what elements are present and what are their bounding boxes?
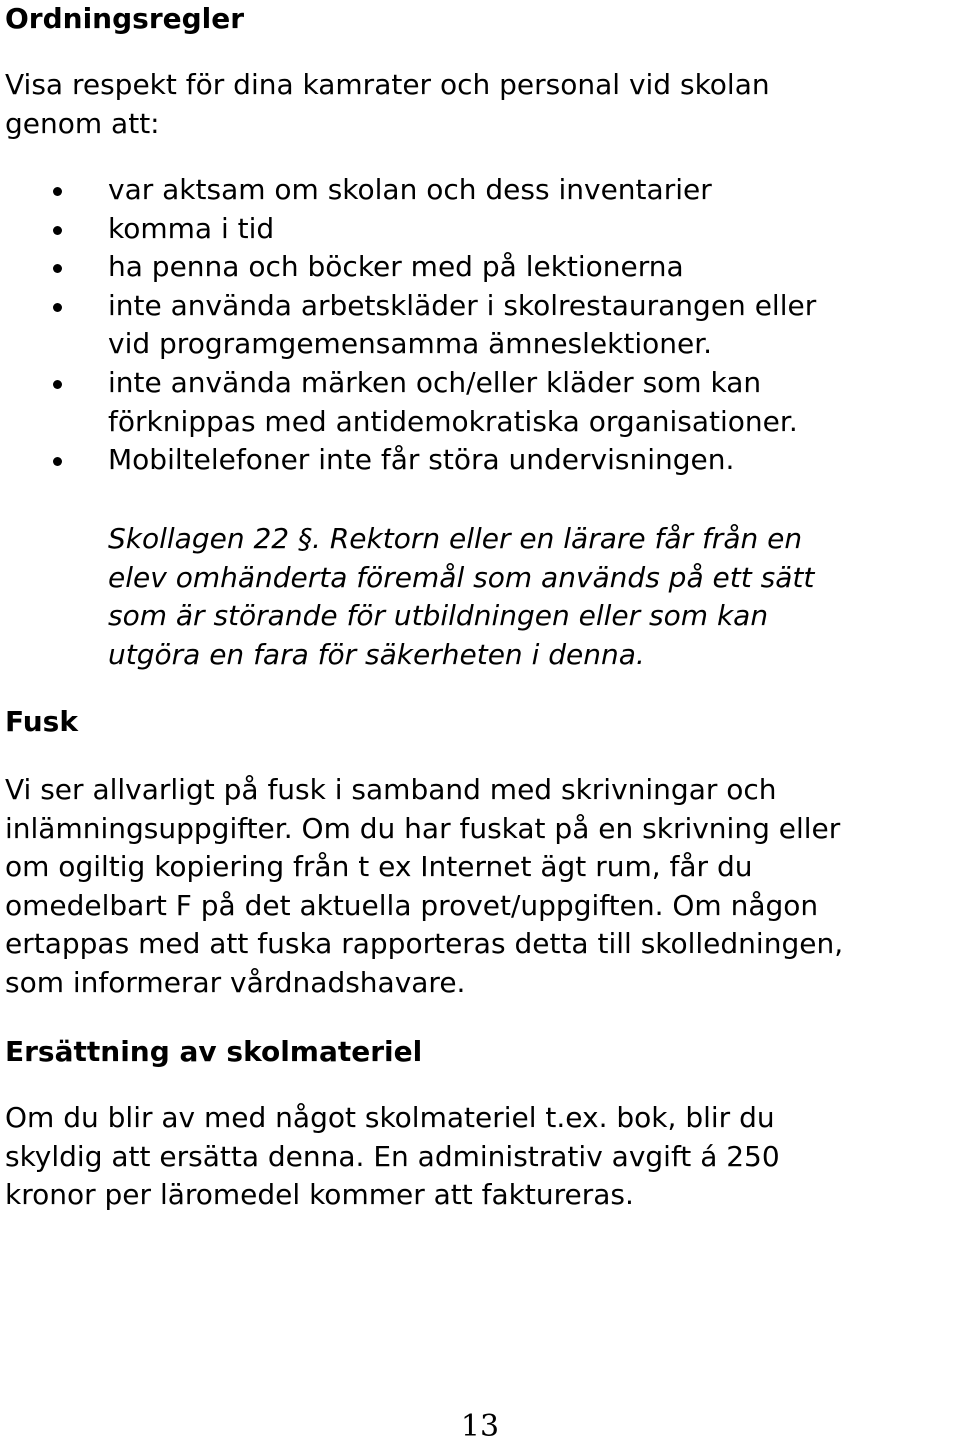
bullet-icon (53, 457, 62, 466)
bullet-icon (53, 187, 62, 196)
list-item (0, 364, 960, 441)
list-item-text: ha penna och böcker med på lektionerna (108, 250, 684, 284)
list-item-text: förknippas med antidemokratiska organisationer. (108, 404, 798, 438)
fusk-paragraph (5, 771, 843, 1003)
list-item-text: vid programgemensamma ämneslektioner. (108, 327, 713, 361)
quote-line: Skollagen 22 §. Rektorn eller en lärare får från en (108, 522, 803, 555)
list-item-text: var aktsam om skolan och dess inventarier (108, 173, 712, 206)
heading-ersattning: Ersättning av skolmateriel (5, 1035, 423, 1068)
list-item (0, 210, 960, 249)
heading-ordningsregler: Ordningsregler (5, 2, 245, 35)
paragraph-line: omedelbart F på det aktuella provet/uppgiften. Om någon (5, 888, 819, 922)
paragraph-line: Om du blir av med något skolmateriel t.ex. bok, blir du (5, 1101, 775, 1134)
list-item-text: Mobiltelefoner inte får störa undervisningen. (108, 443, 735, 477)
list-item (0, 171, 960, 210)
paragraph-line: ertappas med att fuska rapporteras detta till skolledningen, (5, 927, 844, 961)
list-item (0, 441, 960, 480)
rules-bullet-list (0, 171, 960, 480)
page-number: 13 (460, 1409, 500, 1444)
intro-paragraph (5, 66, 770, 143)
paragraph-line: inlämningsuppgifter. Om du har fuskat på en skrivning eller (5, 811, 841, 845)
paragraph-line: skyldig att ersätta denna. En administrativ avgift á 250 (5, 1139, 780, 1173)
intro-line: genom att: (5, 106, 160, 140)
list-item (0, 287, 960, 364)
quote-line: utgöra en fara för säkerheten i denna. (108, 637, 645, 671)
skollagen-quote (108, 520, 814, 674)
quote-line: som är störande för utbildningen eller som kan (108, 599, 769, 633)
bullet-icon (53, 226, 62, 235)
paragraph-line: kronor per läromedel kommer att faktureras. (5, 1178, 634, 1212)
list-item-text: komma i tid (108, 211, 275, 245)
bullet-icon (53, 303, 62, 312)
list-item (0, 248, 960, 287)
heading-fusk: Fusk (5, 705, 78, 738)
paragraph-line: som informerar vårdnadshavare. (5, 965, 466, 999)
paragraph-line: Vi ser allvarligt på fusk i samband med skrivningar och (5, 773, 777, 806)
list-item-text: inte använda arbetskläder i skolrestaurangen eller (108, 288, 817, 322)
list-item-text: inte använda märken och/eller kläder som kan (108, 365, 762, 399)
ersattning-paragraph (5, 1099, 780, 1215)
intro-line: Visa respekt för dina kamrater och personal vid skolan (5, 68, 770, 101)
bullet-icon (53, 264, 62, 273)
bullet-icon (53, 380, 62, 389)
paragraph-line: om ogiltig kopiering från t ex Internet ägt rum, får du (5, 850, 753, 884)
quote-line: elev omhänderta föremål som används på ett sätt (108, 560, 815, 594)
